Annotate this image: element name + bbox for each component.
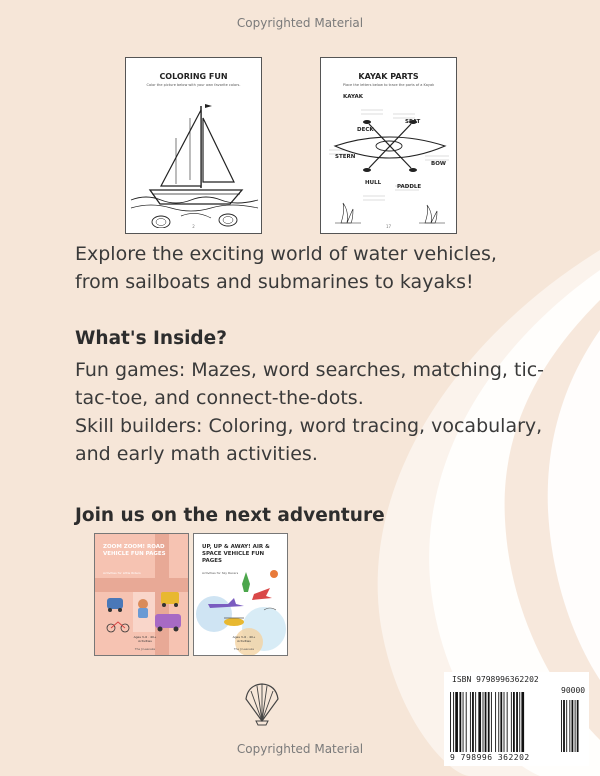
whats-inside-list <box>75 356 545 468</box>
isbn-label: ISBN 9798996362202 <box>452 675 539 684</box>
whats-inside-heading: What's Inside? <box>75 328 227 349</box>
coloring-page-thumbnail <box>125 57 262 234</box>
stern-label: STERN <box>335 154 356 160</box>
book-publisher: The Ji Leeneke <box>233 647 255 651</box>
next-adventure-heading: Join us on the next adventure <box>75 505 385 526</box>
book-ages: Ages 3–6 · 40+ Activities <box>232 635 256 643</box>
kayak-parts-page-thumbnail <box>320 57 457 234</box>
book-subtitle: Activities for Little Riders <box>103 571 141 575</box>
deck-label: DECK <box>357 127 374 133</box>
intro-text: Explore the exciting world of water vehicles, from sailboats and submarines to kayaks! <box>75 243 497 293</box>
book-title: UP, UP & AWAY! AIR & SPACE VEHICLE FUN PAGES <box>202 544 270 564</box>
hull-label: HULL <box>365 180 382 186</box>
book-subtitle: Activities for Sky Racers <box>202 571 239 575</box>
bow-label: BOW <box>431 161 446 167</box>
book-ages: Ages 3–6 · 40+ Activities <box>133 635 157 643</box>
fun-games-text: Fun games: Mazes, word searches, matching, tic-tac-toe, and connect-the-dots. <box>75 359 545 409</box>
skill-builders-text: Skill builders: Coloring, word tracing, vocabulary, and early math activities. <box>75 415 543 465</box>
scallop-shell-icon <box>242 681 282 726</box>
book-publisher: The Ji Leeneke <box>134 647 156 651</box>
thumbnail-title: COLORING FUN <box>159 72 228 81</box>
book-title: ZOOM ZOOM! ROAD VEHICLE FUN PAGES <box>103 544 166 557</box>
thumbnail-subtitle: Color the picture below with your own favorite colors. <box>146 83 241 87</box>
thumbnail-subtitle: Place the letters below to trace the parts of a Kayak <box>342 83 435 87</box>
kayak-label: KAYAK <box>343 94 363 100</box>
thumbnail-title: KAYAK PARTS <box>358 72 419 81</box>
seat-label: SEAT <box>405 119 421 125</box>
page-number: 2 <box>192 224 195 229</box>
sailboat-illustration <box>126 88 263 228</box>
book-cover-road-vehicles <box>94 533 189 656</box>
price-code: 90000 <box>561 686 586 695</box>
copyright-watermark-top: Copyrighted Material <box>236 16 364 30</box>
copyright-watermark-bottom: Copyrighted Material <box>236 742 364 756</box>
page-number: 17 <box>385 224 392 229</box>
book-cover-air-space-vehicles <box>193 533 288 656</box>
isbn-digits: 9 798996 362202 <box>450 753 530 762</box>
paddle-label: PADDLE <box>397 184 422 190</box>
